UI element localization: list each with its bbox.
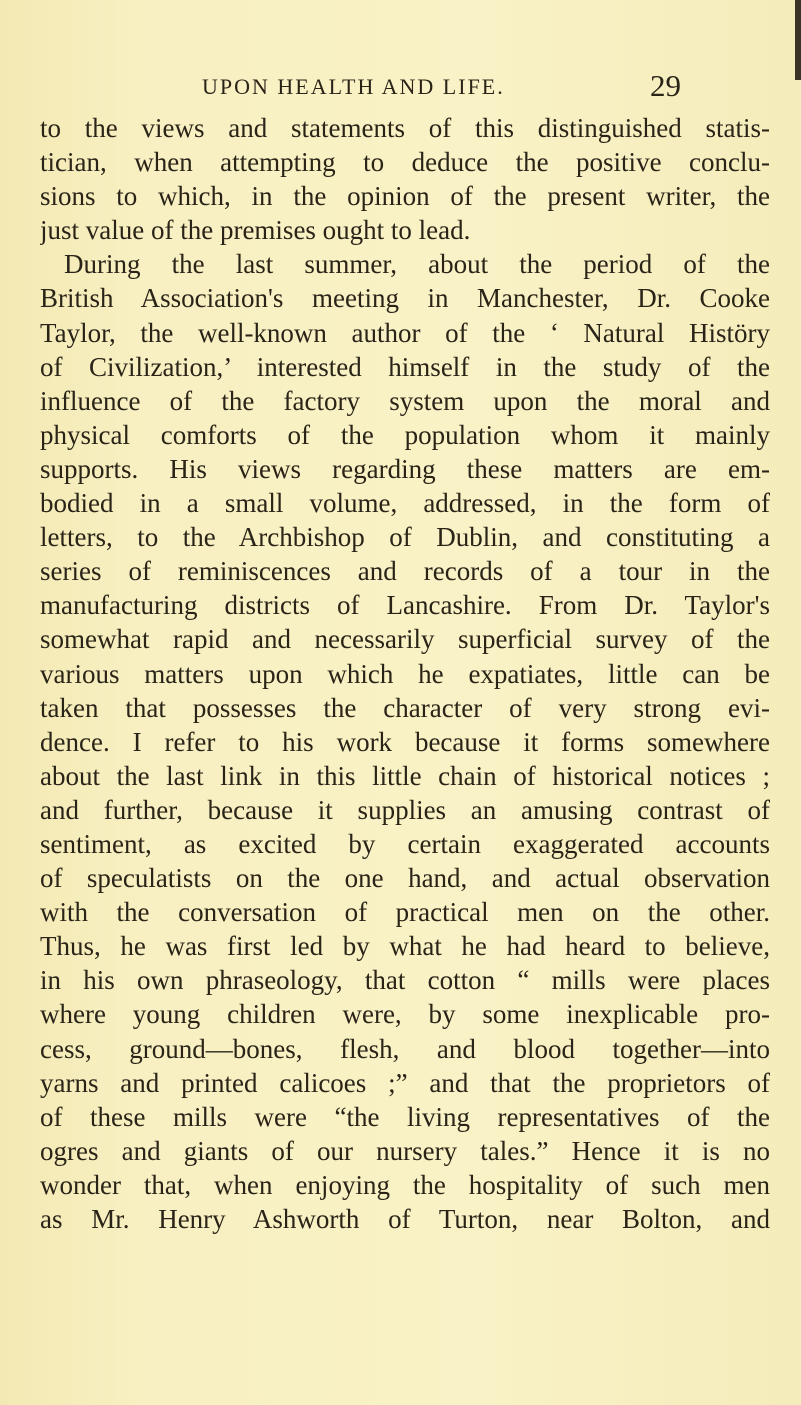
page-number: 29: [650, 68, 681, 103]
text-line: tician, when attempting to deduce the positive conclu-: [40, 147, 770, 178]
text-line: supports. His views regarding these matters are em-: [40, 453, 770, 484]
text-line: cess, ground—bones, flesh, and blood together—into: [40, 1033, 770, 1064]
text-line: yarns and printed calicoes ;” and that the proprietors of: [40, 1067, 770, 1098]
text-line: various matters upon which he expatiates, little can be: [40, 658, 770, 689]
text-line: and further, because it supplies an amusing contrast of: [40, 794, 770, 825]
text-line: about the last link in this little chain of historical notices ;: [40, 760, 770, 791]
text-line: where young children were, by some inexplicable pro-: [40, 999, 770, 1030]
text-line: in his own phraseology, that cotton “ mills were places: [40, 965, 770, 996]
text-line: Thus, he was first led by what he had heard to believe,: [40, 931, 770, 962]
text-line: physical comforts of the population whom it mainly: [40, 419, 770, 450]
text-line: sions to which, in the opinion of the present writer, the: [40, 181, 770, 212]
text-line: with the conversation of practical men on the other.: [40, 897, 770, 928]
text-line: sentiment, as excited by certain exaggerated accounts: [40, 828, 770, 859]
page-header: [0, 68, 801, 104]
body-text: [40, 111, 770, 1236]
text-line: taken that possesses the character of very strong evi-: [40, 692, 770, 723]
text-line: During the last summer, about the period of the: [64, 249, 770, 280]
text-line: of speculatists on the one hand, and actual observation: [40, 863, 770, 894]
running-title: UPON HEALTH AND LIFE.: [202, 74, 505, 99]
text-line: ogres and giants of our nursery tales.” Hence it is no: [40, 1135, 770, 1166]
text-line: just value of the premises ought to lead.: [40, 215, 471, 246]
text-line: dence. I refer to his work because it forms somewhere: [40, 726, 770, 757]
text-line: somewhat rapid and necessarily superficial survey of the: [40, 624, 770, 655]
text-line: manufacturing districts of Lancashire. From Dr. Taylor's: [40, 590, 770, 621]
text-line: of Civilization,’ interested himself in the study of the: [40, 351, 770, 382]
text-line: bodied in a small volume, addressed, in the form of: [40, 488, 770, 519]
text-line: influence of the factory system upon the moral and: [40, 385, 770, 416]
text-line: letters, to the Archbishop of Dublin, and constituting a: [40, 522, 770, 553]
text-line: of these mills were “the living representatives of the: [40, 1101, 770, 1132]
text-line: as Mr. Henry Ashworth of Turton, near Bolton, and: [40, 1204, 770, 1234]
text-line: Taylor, the well-known author of the ‘ Natural Histöry: [40, 317, 770, 348]
text-line: wonder that, when enjoying the hospitality of such men: [40, 1169, 770, 1200]
text-line: series of reminiscences and records of a tour in the: [40, 556, 770, 587]
text-line: to the views and statements of this distinguished statis-: [40, 113, 770, 143]
text-line: British Association's meeting in Manchester, Dr. Cooke: [40, 283, 770, 314]
